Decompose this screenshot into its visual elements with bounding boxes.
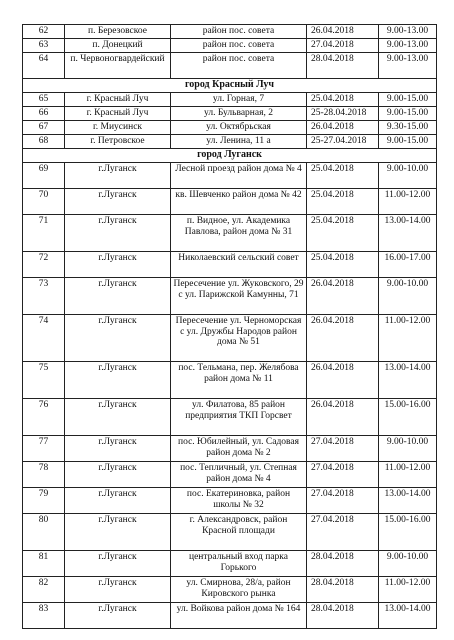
address-cell: ул. Смирнова, 28/а, район Кировского рынка bbox=[171, 577, 307, 603]
table-row bbox=[23, 107, 437, 121]
settlement-cell: г.Луганск bbox=[65, 488, 171, 514]
table-row bbox=[23, 362, 437, 399]
table-row bbox=[23, 163, 437, 189]
time-cell: 9.00-10.00 bbox=[379, 436, 437, 462]
address-cell: район пос. совета bbox=[171, 53, 307, 79]
row-number: 72 bbox=[23, 252, 65, 278]
date-cell: 25.04.2018 bbox=[307, 215, 379, 252]
settlement-cell: г.Луганск bbox=[65, 215, 171, 252]
time-cell: 11.00-12.00 bbox=[379, 577, 437, 603]
address-cell: район пос. совета bbox=[171, 25, 307, 39]
row-number: 74 bbox=[23, 315, 65, 362]
time-cell: 9.30-15.00 bbox=[379, 121, 437, 135]
table-row bbox=[23, 315, 437, 362]
table-row bbox=[23, 135, 437, 149]
address-cell: ул. Горная, 7 bbox=[171, 93, 307, 107]
row-number: 65 bbox=[23, 93, 65, 107]
row-number: 70 bbox=[23, 189, 65, 215]
date-cell: 25-27.04.2018 bbox=[307, 135, 379, 149]
table-row bbox=[23, 577, 437, 603]
time-cell: 16.00-17.00 bbox=[379, 252, 437, 278]
time-cell: 9.00-15.00 bbox=[379, 93, 437, 107]
row-number: 76 bbox=[23, 399, 65, 436]
row-number: 75 bbox=[23, 362, 65, 399]
address-cell: пос. Екатериновка, район школы № 32 bbox=[171, 488, 307, 514]
settlement-cell: г. Красный Луч bbox=[65, 107, 171, 121]
settlement-cell: г.Луганск bbox=[65, 436, 171, 462]
section-title: город Луганск bbox=[23, 149, 437, 163]
address-cell: ул. Ленина, 11 а bbox=[171, 135, 307, 149]
row-number: 82 bbox=[23, 577, 65, 603]
table-row bbox=[23, 399, 437, 436]
settlement-cell: г.Луганск bbox=[65, 189, 171, 215]
table-row bbox=[23, 278, 437, 315]
address-cell: кв. Шевченко район дома № 42 bbox=[171, 189, 307, 215]
table-row bbox=[23, 121, 437, 135]
row-number: 63 bbox=[23, 39, 65, 53]
address-cell: Пересечение ул. Черноморская с ул. Дружбы Народов район дома № 51 bbox=[171, 315, 307, 362]
section-title: город Красный Луч bbox=[23, 79, 437, 93]
address-cell: ул. Филатова, 85 район предприятия ТКП Горсвет bbox=[171, 399, 307, 436]
row-number: 77 bbox=[23, 436, 65, 462]
date-cell: 25.04.2018 bbox=[307, 252, 379, 278]
address-cell: ул. Войкова район дома № 164 bbox=[171, 603, 307, 629]
date-cell: 27.04.2018 bbox=[307, 39, 379, 53]
settlement-cell: п. Донецкий bbox=[65, 39, 171, 53]
time-cell: 9.00-13.00 bbox=[379, 25, 437, 39]
address-cell: пос. Тепличный, ул. Степная район дома № 4 bbox=[171, 462, 307, 488]
time-cell: 9.00-15.00 bbox=[379, 135, 437, 149]
row-number: 69 bbox=[23, 163, 65, 189]
time-cell: 13.00-14.00 bbox=[379, 603, 437, 629]
date-cell: 26.04.2018 bbox=[307, 278, 379, 315]
date-cell: 26.04.2018 bbox=[307, 121, 379, 135]
time-cell: 11.00-12.00 bbox=[379, 189, 437, 215]
time-cell: 15.00-16.00 bbox=[379, 399, 437, 436]
table-row bbox=[23, 551, 437, 577]
section-header-row bbox=[23, 79, 437, 93]
table-row bbox=[23, 488, 437, 514]
settlement-cell: г.Луганск bbox=[65, 163, 171, 189]
address-cell: ул. Бульварная, 2 bbox=[171, 107, 307, 121]
settlement-cell: п. Червоногвардейский bbox=[65, 53, 171, 79]
address-cell: г. Александровск, район Красной площади bbox=[171, 514, 307, 551]
row-number: 78 bbox=[23, 462, 65, 488]
row-number: 83 bbox=[23, 603, 65, 629]
address-cell: п. Видное, ул. Академика Павлова, район дома № 31 bbox=[171, 215, 307, 252]
row-number: 66 bbox=[23, 107, 65, 121]
date-cell: 26.04.2018 bbox=[307, 315, 379, 362]
row-number: 68 bbox=[23, 135, 65, 149]
address-cell: Лесной проезд район дома № 4 bbox=[171, 163, 307, 189]
row-number: 64 bbox=[23, 53, 65, 79]
settlement-cell: г.Луганск bbox=[65, 399, 171, 436]
date-cell: 27.04.2018 bbox=[307, 462, 379, 488]
date-cell: 27.04.2018 bbox=[307, 436, 379, 462]
time-cell: 13.00-14.00 bbox=[379, 362, 437, 399]
settlement-cell: г. Петровское bbox=[65, 135, 171, 149]
settlement-cell: г.Луганск bbox=[65, 603, 171, 629]
table-row bbox=[23, 189, 437, 215]
row-number: 80 bbox=[23, 514, 65, 551]
table-row bbox=[23, 215, 437, 252]
date-cell: 26.04.2018 bbox=[307, 399, 379, 436]
table-row bbox=[23, 53, 437, 79]
date-cell: 26.04.2018 bbox=[307, 362, 379, 399]
schedule-table bbox=[22, 24, 437, 629]
address-cell: центральный вход парка Горького bbox=[171, 551, 307, 577]
table-row bbox=[23, 93, 437, 107]
address-cell: пос. Юбилейный, ул. Садовая район дома № 2 bbox=[171, 436, 307, 462]
date-cell: 28.04.2018 bbox=[307, 53, 379, 79]
time-cell: 9.00-10.00 bbox=[379, 551, 437, 577]
address-cell: пос. Тельмана, пер. Желябова район дома № 11 bbox=[171, 362, 307, 399]
date-cell: 25.04.2018 bbox=[307, 189, 379, 215]
row-number: 81 bbox=[23, 551, 65, 577]
settlement-cell: г.Луганск bbox=[65, 278, 171, 315]
address-cell: ул. Октябрьская bbox=[171, 121, 307, 135]
settlement-cell: г.Луганск bbox=[65, 252, 171, 278]
row-number: 67 bbox=[23, 121, 65, 135]
time-cell: 9.00-13.00 bbox=[379, 53, 437, 79]
date-cell: 25.04.2018 bbox=[307, 163, 379, 189]
schedule-table-body bbox=[23, 25, 437, 629]
table-row bbox=[23, 462, 437, 488]
row-number: 79 bbox=[23, 488, 65, 514]
date-cell: 25-28.04.2018 bbox=[307, 107, 379, 121]
settlement-cell: г.Луганск bbox=[65, 514, 171, 551]
table-row bbox=[23, 25, 437, 39]
time-cell: 13.00-14.00 bbox=[379, 215, 437, 252]
address-cell: район пос. совета bbox=[171, 39, 307, 53]
settlement-cell: п. Березовское bbox=[65, 25, 171, 39]
table-row bbox=[23, 252, 437, 278]
settlement-cell: г.Луганск bbox=[65, 315, 171, 362]
schedule-document bbox=[22, 24, 436, 629]
time-cell: 9.00-13.00 bbox=[379, 39, 437, 53]
time-cell: 15.00-16.00 bbox=[379, 514, 437, 551]
date-cell: 26.04.2018 bbox=[307, 25, 379, 39]
date-cell: 28.04.2018 bbox=[307, 603, 379, 629]
table-row bbox=[23, 436, 437, 462]
date-cell: 25.04.2018 bbox=[307, 93, 379, 107]
settlement-cell: г.Луганск bbox=[65, 577, 171, 603]
address-cell: Пересечение ул. Жуковского, 29 с ул. Парижской Камунны, 71 bbox=[171, 278, 307, 315]
settlement-cell: г.Луганск bbox=[65, 362, 171, 399]
address-cell: Николаевский сельский совет bbox=[171, 252, 307, 278]
date-cell: 27.04.2018 bbox=[307, 514, 379, 551]
date-cell: 28.04.2018 bbox=[307, 577, 379, 603]
row-number: 71 bbox=[23, 215, 65, 252]
settlement-cell: г. Красный Луч bbox=[65, 93, 171, 107]
time-cell: 9.00-10.00 bbox=[379, 163, 437, 189]
time-cell: 9.00-15.00 bbox=[379, 107, 437, 121]
row-number: 73 bbox=[23, 278, 65, 315]
section-header-row bbox=[23, 149, 437, 163]
date-cell: 28.04.2018 bbox=[307, 551, 379, 577]
table-row bbox=[23, 39, 437, 53]
row-number: 62 bbox=[23, 25, 65, 39]
time-cell: 13.00-14.00 bbox=[379, 488, 437, 514]
table-row bbox=[23, 514, 437, 551]
date-cell: 27.04.2018 bbox=[307, 488, 379, 514]
settlement-cell: г.Луганск bbox=[65, 462, 171, 488]
settlement-cell: г.Луганск bbox=[65, 551, 171, 577]
settlement-cell: г. Миусинск bbox=[65, 121, 171, 135]
time-cell: 11.00-12.00 bbox=[379, 315, 437, 362]
table-row bbox=[23, 603, 437, 629]
time-cell: 11.00-12.00 bbox=[379, 462, 437, 488]
time-cell: 9.00-10.00 bbox=[379, 278, 437, 315]
